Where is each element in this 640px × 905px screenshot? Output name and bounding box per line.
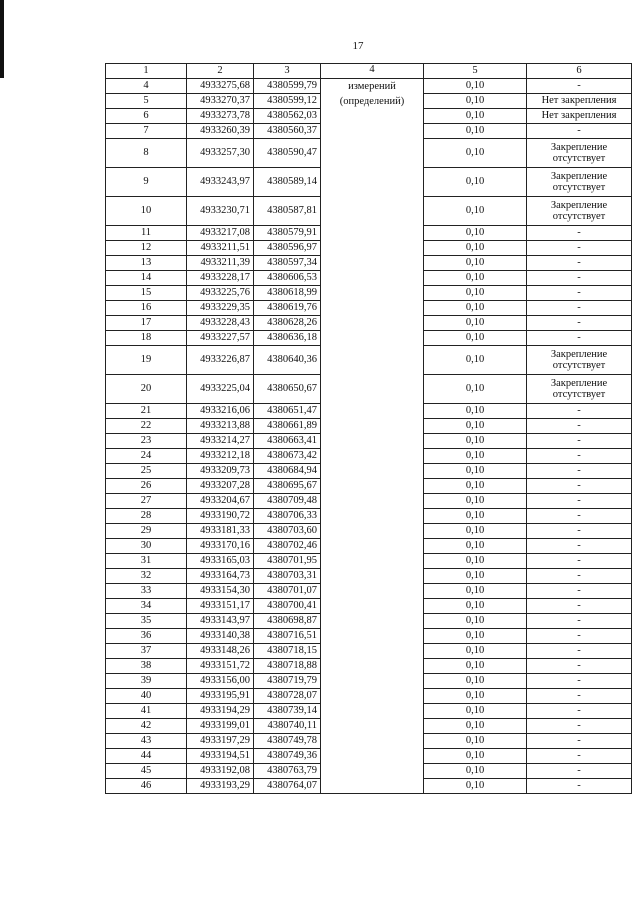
precision-cell: 0,10 [424, 644, 527, 659]
y-coordinate-cell: 4380749,36 [254, 749, 321, 764]
x-coordinate-cell: 4933217,08 [187, 226, 254, 241]
x-coordinate-cell: 4933212,18 [187, 449, 254, 464]
y-coordinate-cell: 4380709,48 [254, 494, 321, 509]
x-coordinate-cell: 4933207,28 [187, 479, 254, 494]
fixation-note-cell: - [527, 644, 632, 659]
precision-cell: 0,10 [424, 659, 527, 674]
x-coordinate-cell: 4933225,76 [187, 286, 254, 301]
y-coordinate-cell: 4380599,12 [254, 94, 321, 109]
point-number-cell: 21 [106, 404, 187, 419]
point-number-cell: 36 [106, 629, 187, 644]
y-coordinate-cell: 4380718,15 [254, 644, 321, 659]
point-number-cell: 24 [106, 449, 187, 464]
point-number-cell: 38 [106, 659, 187, 674]
precision-cell: 0,10 [424, 764, 527, 779]
y-coordinate-cell: 4380619,76 [254, 301, 321, 316]
precision-cell: 0,10 [424, 674, 527, 689]
y-coordinate-cell: 4380560,37 [254, 124, 321, 139]
precision-cell: 0,10 [424, 226, 527, 241]
y-coordinate-cell: 4380579,91 [254, 226, 321, 241]
y-coordinate-cell: 4380706,33 [254, 509, 321, 524]
x-coordinate-cell: 4933211,39 [187, 256, 254, 271]
precision-cell: 0,10 [424, 256, 527, 271]
precision-cell: 0,10 [424, 539, 527, 554]
y-coordinate-cell: 4380739,14 [254, 704, 321, 719]
y-coordinate-cell: 4380650,67 [254, 375, 321, 404]
measurement-method-line: (определений) [339, 96, 405, 107]
y-coordinate-cell: 4380728,07 [254, 689, 321, 704]
point-number-cell: 16 [106, 301, 187, 316]
point-number-cell: 20 [106, 375, 187, 404]
point-number-cell: 12 [106, 241, 187, 256]
precision-cell: 0,10 [424, 139, 527, 168]
precision-cell: 0,10 [424, 419, 527, 434]
x-coordinate-cell: 4933143,97 [187, 614, 254, 629]
precision-cell: 0,10 [424, 599, 527, 614]
precision-cell: 0,10 [424, 286, 527, 301]
fixation-note-cell [527, 375, 632, 404]
precision-cell: 0,10 [424, 241, 527, 256]
fixation-note-cell: - [527, 779, 632, 794]
precision-cell: 0,10 [424, 704, 527, 719]
x-coordinate-cell: 4933194,29 [187, 704, 254, 719]
precision-cell: 0,10 [424, 301, 527, 316]
y-coordinate-cell: 4380599,79 [254, 79, 321, 94]
precision-cell: 0,10 [424, 346, 527, 375]
y-coordinate-cell: 4380695,67 [254, 479, 321, 494]
point-number-cell: 33 [106, 584, 187, 599]
point-number-cell: 45 [106, 764, 187, 779]
y-coordinate-cell: 4380636,18 [254, 331, 321, 346]
margin-edge-mark [0, 0, 4, 78]
fixation-note-cell: Нет закрепления [527, 109, 632, 124]
point-number-cell: 42 [106, 719, 187, 734]
x-coordinate-cell: 4933213,88 [187, 419, 254, 434]
precision-cell: 0,10 [424, 494, 527, 509]
fixation-note-cell: - [527, 734, 632, 749]
fixation-note-line: Закрепление [550, 141, 608, 153]
x-coordinate-cell: 4933270,37 [187, 94, 254, 109]
precision-cell: 0,10 [424, 197, 527, 226]
point-number-cell: 18 [106, 331, 187, 346]
precision-cell: 0,10 [424, 614, 527, 629]
x-coordinate-cell: 4933164,73 [187, 569, 254, 584]
y-coordinate-cell: 4380663,41 [254, 434, 321, 449]
y-coordinate-cell: 4380661,89 [254, 419, 321, 434]
coordinates-table-body [106, 64, 632, 794]
fixation-note-cell: - [527, 449, 632, 464]
y-coordinate-cell: 4380562,03 [254, 109, 321, 124]
precision-cell: 0,10 [424, 434, 527, 449]
x-coordinate-cell: 4933199,01 [187, 719, 254, 734]
fixation-note-cell: - [527, 524, 632, 539]
fixation-note-line: отсутствует [552, 211, 606, 222]
point-number-cell: 10 [106, 197, 187, 226]
point-number-cell: 17 [106, 316, 187, 331]
y-coordinate-cell: 4380698,87 [254, 614, 321, 629]
point-number-cell: 37 [106, 644, 187, 659]
point-number-cell: 26 [106, 479, 187, 494]
x-coordinate-cell: 4933151,72 [187, 659, 254, 674]
point-number-cell: 40 [106, 689, 187, 704]
column-header-4: 4 [321, 64, 424, 79]
point-number-cell: 14 [106, 271, 187, 286]
column-header-6: 6 [527, 64, 632, 79]
fixation-note-line: отсутствует [552, 389, 606, 400]
precision-cell: 0,10 [424, 584, 527, 599]
fixation-note-cell: - [527, 79, 632, 94]
fixation-note-cell: - [527, 434, 632, 449]
y-coordinate-cell: 4380703,60 [254, 524, 321, 539]
fixation-note-cell: - [527, 241, 632, 256]
point-number-cell: 11 [106, 226, 187, 241]
precision-cell: 0,10 [424, 464, 527, 479]
x-coordinate-cell: 4933181,33 [187, 524, 254, 539]
x-coordinate-cell: 4933140,38 [187, 629, 254, 644]
precision-cell: 0,10 [424, 749, 527, 764]
y-coordinate-cell: 4380640,36 [254, 346, 321, 375]
fixation-note-cell [527, 168, 632, 197]
point-number-cell: 28 [106, 509, 187, 524]
point-number-cell: 35 [106, 614, 187, 629]
y-coordinate-cell: 4380764,07 [254, 779, 321, 794]
precision-cell: 0,10 [424, 479, 527, 494]
y-coordinate-cell: 4380749,78 [254, 734, 321, 749]
coordinates-table [105, 63, 632, 794]
fixation-note-cell: - [527, 599, 632, 614]
precision-cell: 0,10 [424, 779, 527, 794]
y-coordinate-cell: 4380701,95 [254, 554, 321, 569]
point-number-cell: 31 [106, 554, 187, 569]
x-coordinate-cell: 4933228,17 [187, 271, 254, 286]
column-header-3: 3 [254, 64, 321, 79]
y-coordinate-cell: 4380606,53 [254, 271, 321, 286]
x-coordinate-cell: 4933273,78 [187, 109, 254, 124]
y-coordinate-cell: 4380589,14 [254, 168, 321, 197]
fixation-note-cell: - [527, 286, 632, 301]
precision-cell: 0,10 [424, 524, 527, 539]
y-coordinate-cell: 4380651,47 [254, 404, 321, 419]
table-header-row [106, 64, 632, 79]
x-coordinate-cell: 4933192,08 [187, 764, 254, 779]
precision-cell: 0,10 [424, 109, 527, 124]
precision-cell: 0,10 [424, 689, 527, 704]
y-coordinate-cell: 4380701,07 [254, 584, 321, 599]
fixation-note-cell [527, 197, 632, 226]
fixation-note-cell: - [527, 584, 632, 599]
precision-cell: 0,10 [424, 331, 527, 346]
precision-cell: 0,10 [424, 509, 527, 524]
point-number-cell: 29 [106, 524, 187, 539]
fixation-note-cell: - [527, 509, 632, 524]
x-coordinate-cell: 4933154,30 [187, 584, 254, 599]
point-number-cell: 34 [106, 599, 187, 614]
point-number-cell: 30 [106, 539, 187, 554]
point-number-cell: 32 [106, 569, 187, 584]
point-number-cell: 39 [106, 674, 187, 689]
fixation-note-cell: - [527, 494, 632, 509]
precision-cell: 0,10 [424, 719, 527, 734]
measurement-method-line: измерений [348, 81, 396, 92]
point-number-cell: 23 [106, 434, 187, 449]
point-number-cell: 19 [106, 346, 187, 375]
fixation-note-cell: - [527, 569, 632, 584]
point-number-cell: 22 [106, 419, 187, 434]
x-coordinate-cell: 4933230,71 [187, 197, 254, 226]
y-coordinate-cell: 4380618,99 [254, 286, 321, 301]
y-coordinate-cell: 4380763,79 [254, 764, 321, 779]
y-coordinate-cell: 4380716,51 [254, 629, 321, 644]
x-coordinate-cell: 4933228,43 [187, 316, 254, 331]
fixation-note-cell: - [527, 331, 632, 346]
x-coordinate-cell: 4933229,35 [187, 301, 254, 316]
point-number-cell: 13 [106, 256, 187, 271]
y-coordinate-cell: 4380673,42 [254, 449, 321, 464]
precision-cell: 0,10 [424, 734, 527, 749]
y-coordinate-cell: 4380587,81 [254, 197, 321, 226]
fixation-note-cell: - [527, 301, 632, 316]
point-number-cell: 9 [106, 168, 187, 197]
point-number-cell: 4 [106, 79, 187, 94]
fixation-note-cell: - [527, 464, 632, 479]
fixation-note-cell: - [527, 404, 632, 419]
precision-cell: 0,10 [424, 168, 527, 197]
point-number-cell: 5 [106, 94, 187, 109]
y-coordinate-cell: 4380597,34 [254, 256, 321, 271]
point-number-cell: 15 [106, 286, 187, 301]
y-coordinate-cell: 4380684,94 [254, 464, 321, 479]
x-coordinate-cell: 4933194,51 [187, 749, 254, 764]
x-coordinate-cell: 4933204,67 [187, 494, 254, 509]
y-coordinate-cell: 4380719,79 [254, 674, 321, 689]
x-coordinate-cell: 4933165,03 [187, 554, 254, 569]
fixation-note-cell: - [527, 256, 632, 271]
fixation-note-cell [527, 346, 632, 375]
y-coordinate-cell: 4380702,46 [254, 539, 321, 554]
measurement-method-cell [321, 79, 424, 794]
x-coordinate-cell: 4933195,91 [187, 689, 254, 704]
fixation-note-cell: - [527, 764, 632, 779]
fixation-note-line: отсутствует [552, 153, 606, 164]
fixation-note-cell: - [527, 689, 632, 704]
point-number-cell: 7 [106, 124, 187, 139]
y-coordinate-cell: 4380700,41 [254, 599, 321, 614]
fixation-note-cell: - [527, 539, 632, 554]
y-coordinate-cell: 4380740,11 [254, 719, 321, 734]
x-coordinate-cell: 4933243,97 [187, 168, 254, 197]
x-coordinate-cell: 4933225,04 [187, 375, 254, 404]
fixation-note-cell: - [527, 704, 632, 719]
fixation-note-cell: - [527, 554, 632, 569]
fixation-note-cell: - [527, 226, 632, 241]
y-coordinate-cell: 4380703,31 [254, 569, 321, 584]
precision-cell: 0,10 [424, 554, 527, 569]
x-coordinate-cell: 4933151,17 [187, 599, 254, 614]
fixation-note-line: Закрепление [550, 348, 608, 360]
fixation-note-cell: Нет закрепления [527, 94, 632, 109]
x-coordinate-cell: 4933226,87 [187, 346, 254, 375]
x-coordinate-cell: 4933216,06 [187, 404, 254, 419]
x-coordinate-cell: 4933148,26 [187, 644, 254, 659]
fixation-note-line: отсутствует [552, 182, 606, 193]
x-coordinate-cell: 4933211,51 [187, 241, 254, 256]
precision-cell: 0,10 [424, 404, 527, 419]
precision-cell: 0,10 [424, 124, 527, 139]
precision-cell: 0,10 [424, 79, 527, 94]
x-coordinate-cell: 4933197,29 [187, 734, 254, 749]
page-number: 17 [352, 40, 364, 52]
precision-cell: 0,10 [424, 94, 527, 109]
point-number-cell: 41 [106, 704, 187, 719]
precision-cell: 0,10 [424, 375, 527, 404]
fixation-note-cell [527, 139, 632, 168]
x-coordinate-cell: 4933170,16 [187, 539, 254, 554]
point-number-cell: 44 [106, 749, 187, 764]
point-number-cell: 27 [106, 494, 187, 509]
fixation-note-cell: - [527, 659, 632, 674]
fixation-note-cell: - [527, 749, 632, 764]
precision-cell: 0,10 [424, 449, 527, 464]
fixation-note-cell: - [527, 124, 632, 139]
x-coordinate-cell: 4933209,73 [187, 464, 254, 479]
precision-cell: 0,10 [424, 629, 527, 644]
point-number-cell: 43 [106, 734, 187, 749]
fixation-note-cell: - [527, 719, 632, 734]
fixation-note-line: Закрепление [550, 377, 608, 389]
x-coordinate-cell: 4933257,30 [187, 139, 254, 168]
fixation-note-line: Закрепление [550, 199, 608, 211]
column-header-5: 5 [424, 64, 527, 79]
fixation-note-cell: - [527, 614, 632, 629]
y-coordinate-cell: 4380590,47 [254, 139, 321, 168]
fixation-note-cell: - [527, 479, 632, 494]
fixation-note-line: Закрепление [550, 170, 608, 182]
x-coordinate-cell: 4933260,39 [187, 124, 254, 139]
y-coordinate-cell: 4380596,97 [254, 241, 321, 256]
point-number-cell: 8 [106, 139, 187, 168]
fixation-note-cell: - [527, 629, 632, 644]
x-coordinate-cell: 4933227,57 [187, 331, 254, 346]
precision-cell: 0,10 [424, 569, 527, 584]
precision-cell: 0,10 [424, 271, 527, 286]
fixation-note-line: отсутствует [552, 360, 606, 371]
x-coordinate-cell: 4933275,68 [187, 79, 254, 94]
x-coordinate-cell: 4933193,29 [187, 779, 254, 794]
precision-cell: 0,10 [424, 316, 527, 331]
point-number-cell: 6 [106, 109, 187, 124]
fixation-note-cell: - [527, 316, 632, 331]
y-coordinate-cell: 4380628,26 [254, 316, 321, 331]
x-coordinate-cell: 4933190,72 [187, 509, 254, 524]
fixation-note-cell: - [527, 419, 632, 434]
fixation-note-cell: - [527, 271, 632, 286]
fixation-note-cell: - [527, 674, 632, 689]
y-coordinate-cell: 4380718,88 [254, 659, 321, 674]
table-row [106, 79, 632, 94]
column-header-2: 2 [187, 64, 254, 79]
x-coordinate-cell: 4933156,00 [187, 674, 254, 689]
point-number-cell: 25 [106, 464, 187, 479]
x-coordinate-cell: 4933214,27 [187, 434, 254, 449]
point-number-cell: 46 [106, 779, 187, 794]
column-header-1: 1 [106, 64, 187, 79]
